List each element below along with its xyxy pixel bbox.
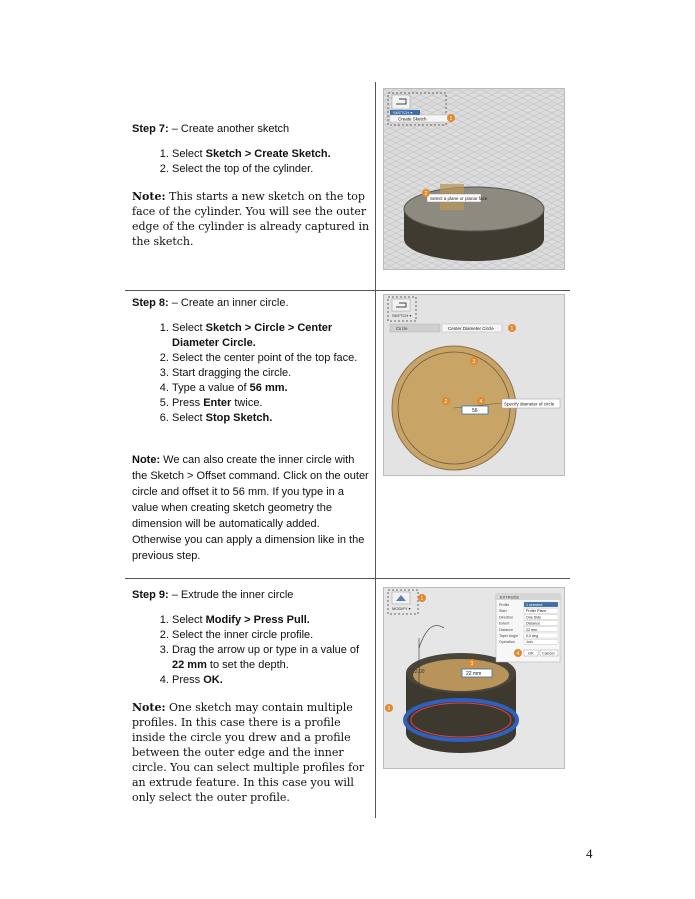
list-item: 2. Select the top of the cylinder. xyxy=(172,162,372,177)
svg-text:3: 3 xyxy=(472,359,476,365)
tooltip-text: Select a plane or planar face xyxy=(430,196,488,201)
list-item: 1. Select Sketch > Create Sketch. xyxy=(172,147,372,162)
svg-text:EXTRUDE: EXTRUDE xyxy=(500,594,520,600)
step-title: Step 9: – Extrude the inner circle xyxy=(132,589,294,601)
svg-text:Circle: Circle xyxy=(396,326,408,331)
panel-row-label: Distance xyxy=(499,627,513,632)
list-item: 1. Select Modify > Press Pull. xyxy=(172,613,372,628)
step-7-text xyxy=(132,122,372,249)
svg-text:OK: OK xyxy=(528,650,534,656)
step-9-screenshot xyxy=(383,587,565,769)
panel-row-label: Direction xyxy=(499,615,514,620)
panel-row-value: 22 mm xyxy=(526,627,537,632)
panel-row-value: Profile Plane xyxy=(526,609,547,614)
svg-text:4: 4 xyxy=(479,399,483,405)
tooltip-text: Specify diameter of circle xyxy=(504,401,555,407)
panel-row-label: Start xyxy=(499,609,507,614)
svg-text:3: 3 xyxy=(470,661,474,667)
panel-row-value: 1 selected xyxy=(526,603,543,607)
list-item: 4. Press OK. xyxy=(172,673,372,688)
column-divider xyxy=(375,82,376,818)
panel-row-value: 0.0 deg xyxy=(526,634,538,638)
panel-row-value: Distance xyxy=(526,621,540,626)
svg-text:1: 1 xyxy=(449,116,453,122)
menu-item: Create Sketch xyxy=(398,116,427,122)
sketch-tool-icon xyxy=(392,299,410,311)
svg-text:1: 1 xyxy=(420,596,424,602)
toolbar-label: SKETCH ▾ xyxy=(392,313,412,318)
instruction-list xyxy=(132,147,372,177)
step-9-text xyxy=(132,588,372,805)
list-item: 2. Select the center point of the top face. xyxy=(172,351,372,366)
menu-item: Center Diameter Circle xyxy=(448,326,494,331)
pocket-floor xyxy=(413,659,509,691)
svg-text:2: 2 xyxy=(387,706,391,712)
page-number: 4 xyxy=(586,846,593,861)
svg-text:22.00: 22.00 xyxy=(412,669,425,675)
list-item: 2. Select the inner circle profile. xyxy=(172,628,372,643)
svg-text:2: 2 xyxy=(424,191,428,197)
panel-row-value: Join xyxy=(526,640,533,645)
list-item: 6. Select Stop Sketch. xyxy=(172,411,372,426)
list-item: 5. Press Enter twice. xyxy=(172,396,372,411)
list-item: 4. Type a value of 56 mm. xyxy=(172,381,372,396)
list-item: 3. Drag the arrow up or type in a value of 22 mm to set the depth. xyxy=(172,643,372,673)
panel-row-label: Operation xyxy=(499,640,515,645)
list-item: 3. Start dragging the circle. xyxy=(172,366,372,381)
svg-text:2: 2 xyxy=(444,399,448,405)
instruction-list xyxy=(132,321,372,426)
step-title: Step 7: – Create another sketch xyxy=(132,123,290,135)
panel-row-label: Taper Angle xyxy=(499,634,518,638)
note-paragraph: Note: We can also create the inner circle with the Sketch > Offset command. Click on the outer circle and offset it to 56 mm. If you type in a value when creating sketch geometry the dimension will be automatically added. Otherwise you can apply a dimension like in the previous step. xyxy=(132,454,369,562)
panel-row-label: Extent xyxy=(499,621,510,626)
step-8-screenshot xyxy=(383,294,565,476)
svg-text:4: 4 xyxy=(516,651,520,657)
note-paragraph: Note: This starts a new sketch on the top face of the cylinder. You will see the outer edge of the cylinder is already captured in the sketch. xyxy=(132,190,370,248)
panel-row-label: Profile xyxy=(499,603,510,607)
svg-text:22 mm: 22 mm xyxy=(466,671,482,677)
toolbar-label: SKETCH ▾ xyxy=(393,110,413,115)
note-paragraph: Note: One sketch may contain multiple profiles. In this case there is a profile inside the circle you drew and a profile between the outer edge and the inner circle. You can select multiple profiles for an extrude feature. In this case you will only select the outer profile. xyxy=(132,701,365,804)
panel-row-value: One Side xyxy=(526,615,541,620)
toolbar-label: MODIFY ▾ xyxy=(392,606,411,611)
instruction-list xyxy=(132,613,372,688)
svg-text:Cancel: Cancel xyxy=(542,650,555,656)
row-divider xyxy=(125,290,570,291)
sketch-tool-icon xyxy=(392,95,410,109)
step-8-text xyxy=(132,296,372,564)
svg-text:1: 1 xyxy=(510,326,514,332)
step-title: Step 8: – Create an inner circle. xyxy=(132,297,289,309)
list-item: 1. Select Sketch > Circle > Center Diameter Circle. xyxy=(172,321,372,351)
row-divider xyxy=(125,578,570,579)
step-7-screenshot xyxy=(383,88,565,270)
svg-text:56: 56 xyxy=(472,408,478,414)
